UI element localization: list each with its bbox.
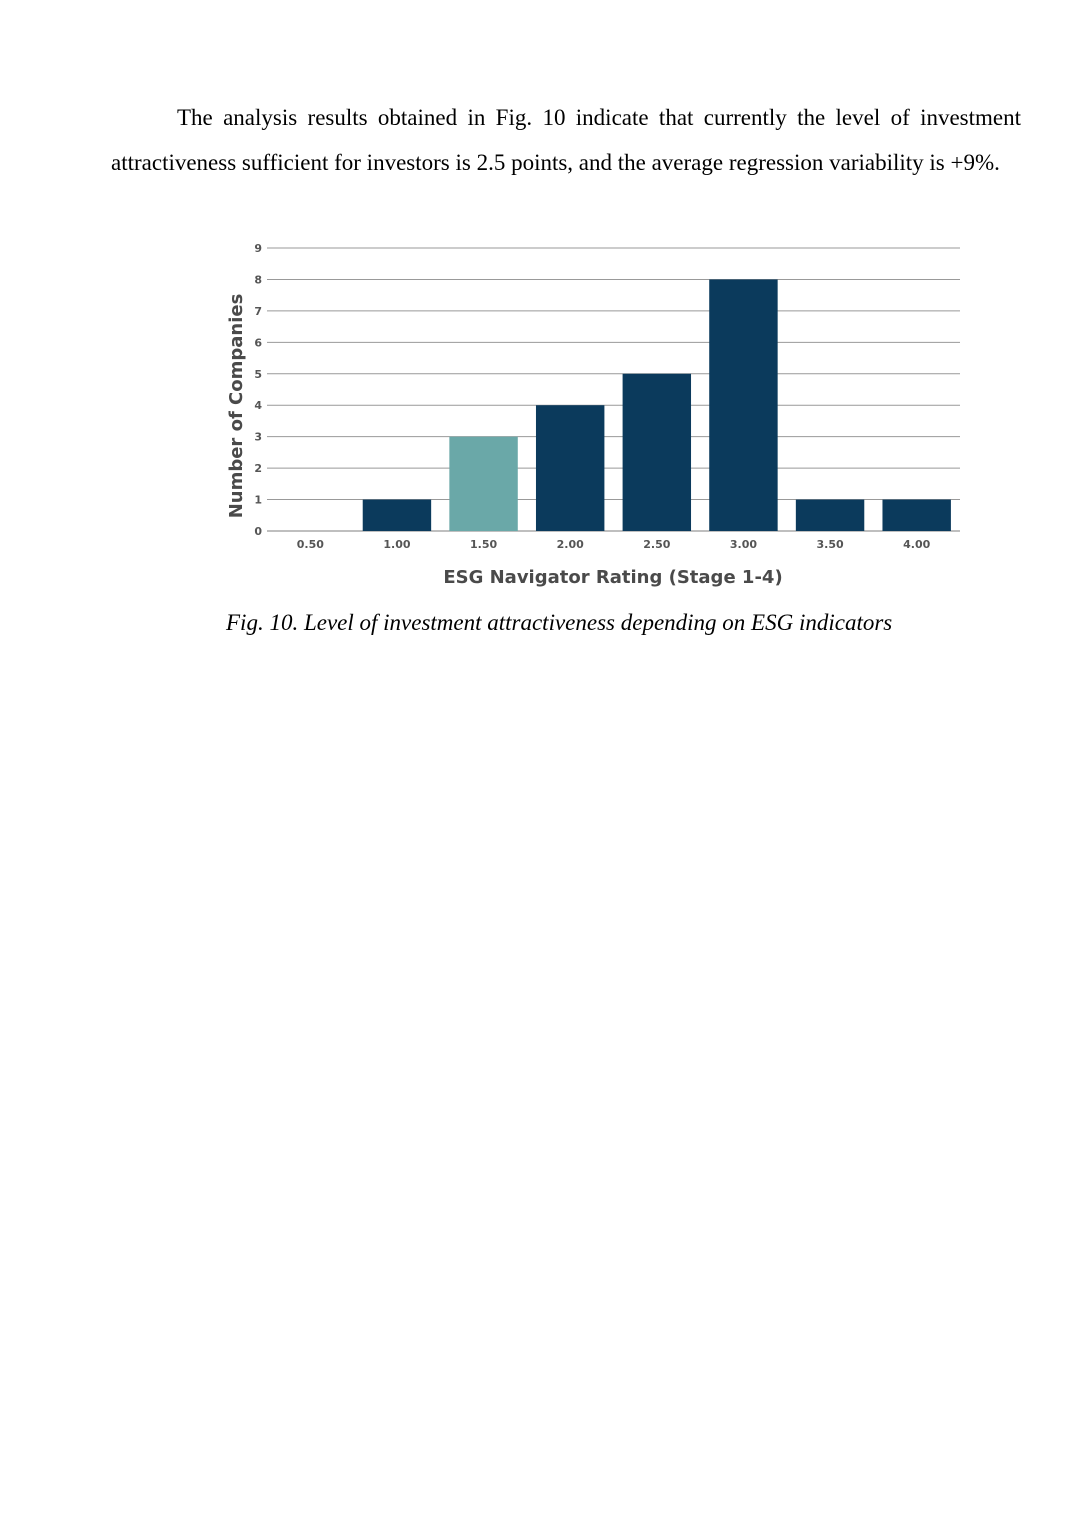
y-tick-label: 3 (254, 430, 262, 444)
x-tick-label: 4.00 (903, 538, 931, 551)
y-tick-label: 9 (254, 242, 262, 255)
x-tick-label: 0.50 (296, 538, 324, 551)
x-tick-label: 3.00 (729, 538, 758, 551)
bar (363, 500, 431, 531)
y-tick-label: 8 (254, 273, 262, 287)
x-tick-label: 1.50 (469, 538, 498, 551)
y-tick-label: 0 (254, 525, 262, 538)
bar (536, 405, 604, 531)
x-tick-labels (297, 538, 931, 551)
gridlines (267, 248, 960, 531)
bar-chart-svg (222, 236, 972, 596)
bar (623, 374, 691, 531)
bar (882, 500, 950, 531)
bar (796, 500, 864, 531)
x-axis-title: ESG Navigator Rating (Stage 1-4) (443, 567, 783, 588)
x-tick-label: 3.50 (816, 538, 844, 551)
bar (709, 279, 777, 531)
y-tick-label: 5 (254, 367, 262, 381)
bar-chart (222, 236, 972, 596)
y-tick-label: 4 (254, 399, 262, 413)
x-tick-label: 1.00 (383, 538, 411, 551)
x-tick-label: 2.50 (643, 538, 671, 551)
y-tick-label: 2 (254, 462, 262, 476)
x-tick-label: 2.00 (556, 538, 584, 551)
bar (449, 437, 517, 531)
y-axis-title: Number of Companies (226, 293, 247, 519)
y-tick-label: 1 (254, 493, 262, 507)
y-tick-labels (254, 242, 262, 538)
y-tick-label: 7 (254, 304, 262, 318)
figure-caption: Fig. 10. Level of investment attractiveness depending on ESG indicators (226, 610, 893, 635)
body-paragraph: The analysis results obtained in Fig. 10 indicate that currently the level of investment attractiveness sufficient for investors is 2.5 points, and the average regression variability is +9%. (111, 105, 1021, 175)
y-tick-label: 6 (254, 336, 262, 350)
